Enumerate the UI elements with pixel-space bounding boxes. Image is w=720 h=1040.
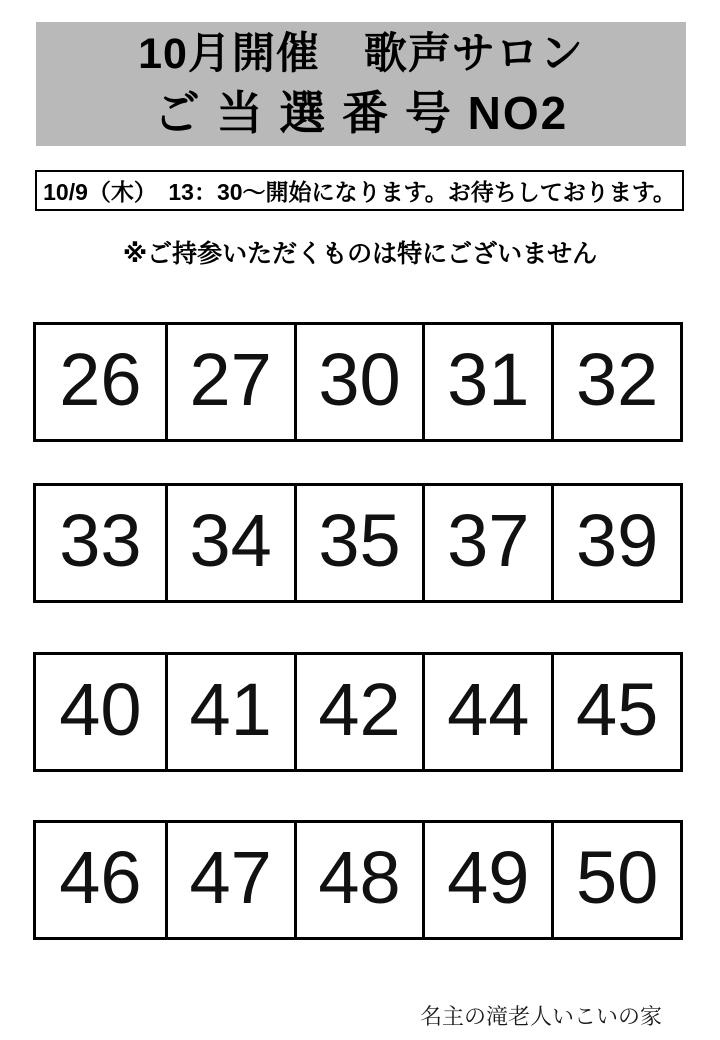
- winning-number-cell: 35: [294, 486, 423, 600]
- winning-number-cell: 39: [551, 486, 680, 600]
- schedule-notice-box: [35, 170, 684, 211]
- winning-numbers-row-4: [33, 820, 683, 940]
- winning-number-cell: 37: [422, 486, 551, 600]
- winning-number-cell: 49: [422, 823, 551, 937]
- winning-number-cell: 41: [165, 655, 294, 769]
- winning-number-cell: 44: [422, 655, 551, 769]
- title-banner: [36, 22, 686, 146]
- winning-number-cell: 34: [165, 486, 294, 600]
- venue-name: 名主の滝老人いこいの家: [419, 1004, 662, 1029]
- winning-number-cell: 30: [294, 325, 423, 439]
- winning-numbers-row-3: [33, 652, 683, 772]
- winning-numbers-row-1: [33, 322, 683, 442]
- winning-number-cell: 32: [551, 325, 680, 439]
- schedule-notice-text: 10/9（木） 13：30〜開始になります。お待ちしております。: [43, 179, 676, 205]
- winning-number-cell: 46: [59, 835, 142, 919]
- winning-number-cell: 45: [551, 655, 680, 769]
- page-title-line1: 10月開催 歌声サロン: [138, 30, 584, 78]
- winning-number-cell: 48: [294, 823, 423, 937]
- winning-number-cell: 47: [165, 823, 294, 937]
- winning-number-cell: 50: [551, 823, 680, 937]
- winning-number-cell: 27: [165, 325, 294, 439]
- page-title-line2: ご 当 選 番 号 NO2: [153, 87, 569, 139]
- bring-items-note: ※ご持参いただくものは特にございません: [122, 240, 598, 268]
- winning-number-cell: 42: [294, 655, 423, 769]
- winning-number-cell: 40: [59, 667, 142, 751]
- winning-number-cell: 26: [59, 337, 142, 421]
- winning-number-cell: 33: [59, 498, 142, 582]
- winning-numbers-row-2: [33, 483, 683, 603]
- winning-number-cell: 31: [422, 325, 551, 439]
